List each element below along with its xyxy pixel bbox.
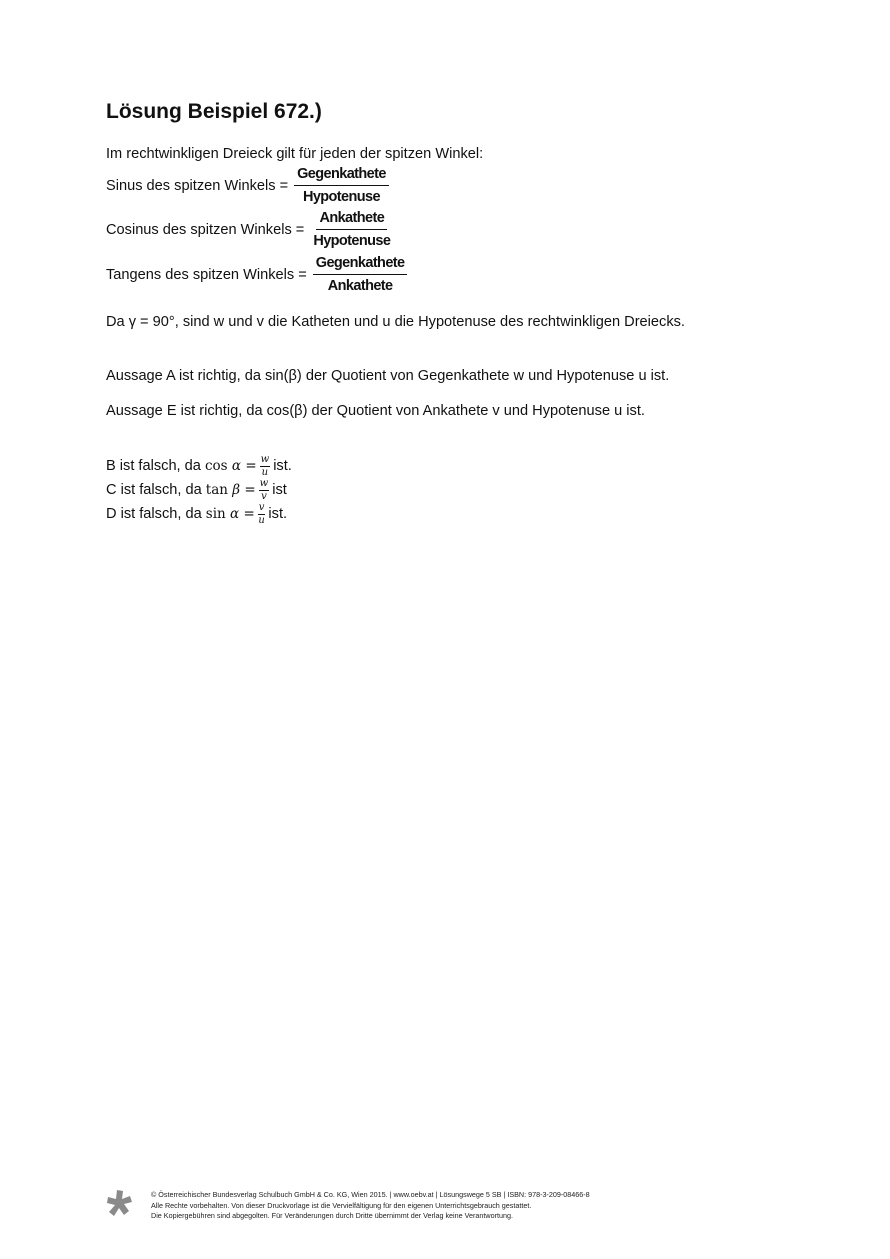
fraction-denominator: Ankathete bbox=[327, 278, 393, 294]
math-fraction: $\frac{w}{v}$ bbox=[259, 477, 269, 502]
footer-line: Die Kopiergebühren sind abgegolten. Für Veränderungen durch Dritte übernimmt der Verlag keine Verantwortung. bbox=[151, 1211, 513, 1220]
statement-suffix: ist. bbox=[273, 458, 292, 474]
definition-label: Sinus des spitzen Winkels = bbox=[106, 177, 289, 194]
footer-line: Alle Rechte vorbehalten. Von dieser Druckvorlage ist die Vervielfältigung für den eigenen Unterrichtsgebrauch gestattet. bbox=[151, 1200, 532, 1210]
definition-sinus bbox=[106, 165, 389, 206]
given-text: Da γ = 90°, sind w und v die Katheten und u die Hypotenuse des rechtwinkligen Dreiecks. bbox=[106, 314, 685, 330]
fraction bbox=[294, 165, 389, 206]
correct-statement-e: Aussage E ist richtig, da cos(β) der Quotient von Ankathete v und Hypotenuse u ist. bbox=[106, 403, 645, 419]
fraction-numerator: Gegenkathete bbox=[313, 254, 408, 275]
wrong-statement-d bbox=[106, 502, 287, 526]
fraction-numerator: Gegenkathete bbox=[294, 165, 389, 186]
math-expression: cos α = bbox=[204, 458, 257, 474]
footer-line: © Österreichischer Bundesverlag Schulbuch GmbH & Co. KG, Wien 2015. | www.oebv.at | Lösungswege 5 SB | ISBN: 978-3-209-08466-8 bbox=[151, 1190, 590, 1199]
definition-label: Tangens des spitzen Winkels = bbox=[106, 266, 307, 283]
definition-cosinus bbox=[106, 209, 393, 250]
definition-tangens bbox=[106, 254, 407, 295]
fraction-denominator: Hypotenuse bbox=[302, 189, 380, 205]
math-expression: sin α = bbox=[205, 506, 255, 522]
fraction bbox=[313, 254, 408, 295]
statement-suffix: ist. bbox=[268, 506, 288, 522]
statement-prefix: D ist falsch, da bbox=[106, 506, 202, 522]
fraction-numerator: Ankathete bbox=[316, 209, 387, 230]
correct-statement-a: Aussage A ist richtig, da sin(β) der Quotient von Gegenkathete w und Hypotenuse u ist. bbox=[106, 368, 670, 384]
wrong-statement-b bbox=[106, 454, 292, 478]
statement-suffix: ist bbox=[272, 482, 287, 498]
math-expression: tan β = bbox=[205, 482, 256, 498]
fraction bbox=[310, 209, 393, 250]
fraction-denominator: Hypotenuse bbox=[313, 233, 391, 249]
statement-prefix: C ist falsch, da bbox=[106, 482, 202, 498]
statement-prefix: B ist falsch, da bbox=[106, 458, 201, 474]
math-fraction: $\frac{v}{u}$ bbox=[258, 501, 265, 526]
footer-copyright bbox=[151, 1190, 590, 1222]
definition-label: Cosinus des spitzen Winkels = bbox=[106, 221, 305, 238]
intro-text: Im rechtwinkligen Dreieck gilt für jeden der spitzen Winkel: bbox=[106, 146, 484, 162]
math-fraction: $\frac{w}{u}$ bbox=[260, 453, 270, 478]
wrong-statement-c bbox=[106, 478, 287, 502]
page-title: Lösung Beispiel 672.) bbox=[106, 100, 322, 123]
publisher-logo-icon bbox=[104, 1188, 136, 1225]
